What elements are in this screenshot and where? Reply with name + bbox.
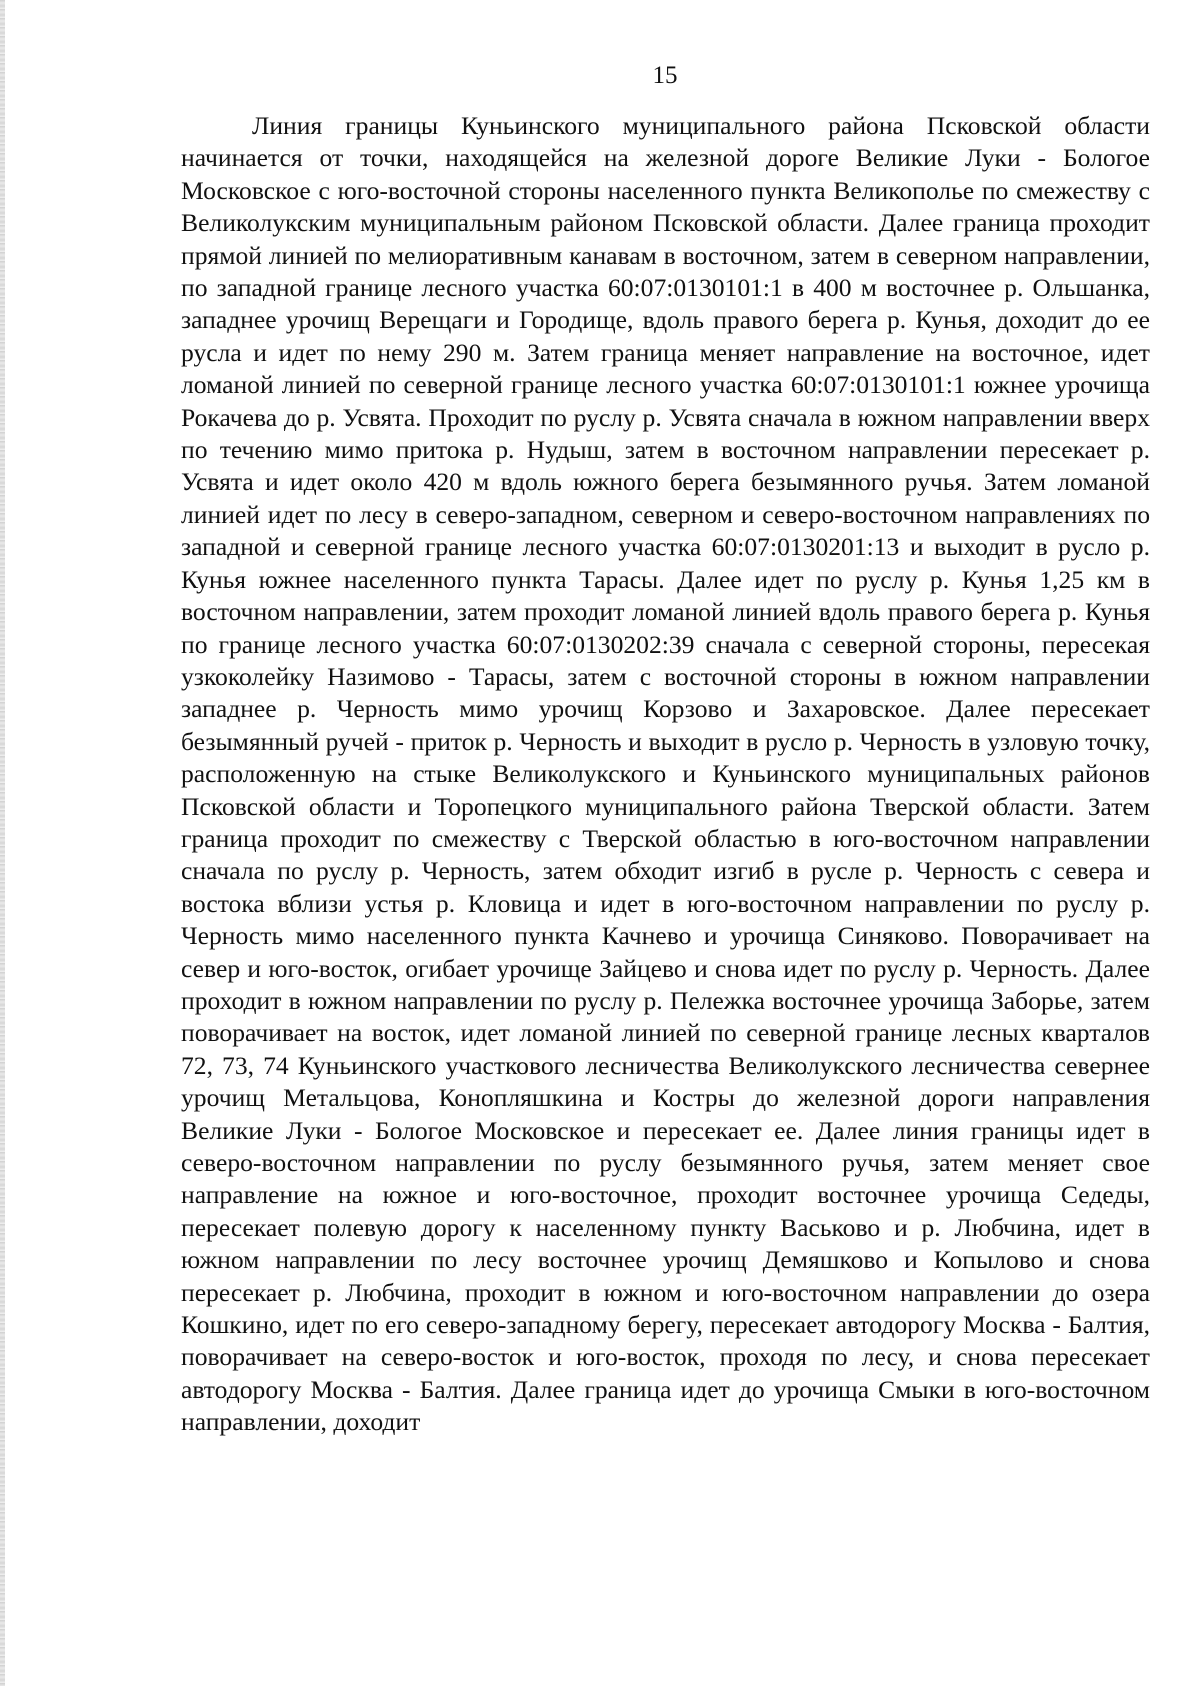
page-number: 15 — [652, 62, 678, 89]
scan-edge-shadow — [0, 0, 5, 1686]
boundary-description-paragraph: Линия границы Куньинского муниципального района Псковской области начинается от точки, находящейся на железной дороге Великие Луки - Бологое Московское с юго-восточной стороны населенного пункта Великополье по смежеству с Великолукским муниципальным районом Псковской области. Далее граница проходит прямой линией по мелиоративным канавам в восточном, затем в северном направлении, по западной границе лесного участка 60:07:0130101:1 в 400 м восточнее р. Ольшанка, западнее урочищ Верещаги и Городище, вдоль правого берега р. Кунья, доходит до ее русла и идет по нему 290 м. Затем граница меняет направление на восточное, идет ломаной линией по северной границе лесного участка 60:07:0130101:1 южнее урочища Рокачева до р. Усвята. Проходит по руслу р. Усвята сначала в южном направлении вверх по течению мимо притока р. Нудыш, затем в восточном направлении пересекает р. Усвята и идет около 420 м вдоль южного берега безымянного ручья. Затем ломаной линией идет по лесу в северо-западном, северном и северо-восточном направлениях по западной и северной границе лесного участка 60:07:0130201:13 и выходит в русло р. Кунья южнее населенного пункта Тарасы. Далее идет по руслу р. Кунья 1,25 км в восточном направлении, затем проходит ломаной линией вдоль правого берега р. Кунья по границе лесного участка 60:07:0130202:39 сначала с северной стороны, пересекая узкоколейку Назимово - Тарасы, затем с восточной стороны в южном направлении западнее р. Черность мимо урочищ Корзово и Захаровское. Далее пересекает безымянный ручей - приток р. Черность и выходит в русло р. Черность в узловую точку, расположенную на стыке Великолукского и Куньинского муниципальных районов Псковской области и Торопецкого муниципального района Тверской области. Затем граница проходит по смежеству с Тверской областью в юго-восточном направлении сначала по руслу р. Черность, затем обходит изгиб в русле р. Черность с севера и востока вблизи устья р. Кловица и идет в юго-восточном направлении по руслу р. Черность мимо населенного пункта Качнево и урочища Синяково. Поворачивает на север и юго-восток, огибает урочище Зайцево и снова идет по руслу р. Черность. Далее проходит в южном направлении по руслу р. Пележка восточнее урочища Заборье, затем поворачивает на восток, идет ломаной линией по северной границе лесных кварталов 72, 73, 74 Куньинского участкового лесничества Великолукского лесничества севернее урочищ Метальцова, Конопляшкина и Костры до железной дороги направления Великие Луки - Бологое Московское и пересекает ее. Далее линия границы идет в северо-восточном направлении по руслу безымянного ручья, затем меняет свое направление на южное и юго-восточное, проходит восточнее урочища Седеды, пересекает полевую дорогу к населенному пункту Васьково и р. Любчина, идет в южном направлении по лесу восточнее урочищ Демяшково и Копылово и снова пересекает р. Любчина, проходит в южном и юго-восточном направлении до озера Кошкино, идет по его северо-западному берегу, пересекает автодорогу Москва - Балтия, поворачивает на северо-восток и юго-восток, проходя по лесу, и снова пересекает автодорогу Москва - Балтия. Далее граница идет до урочища Смыки в юго-восточном направлении, доходит — [181, 111, 1150, 1437]
